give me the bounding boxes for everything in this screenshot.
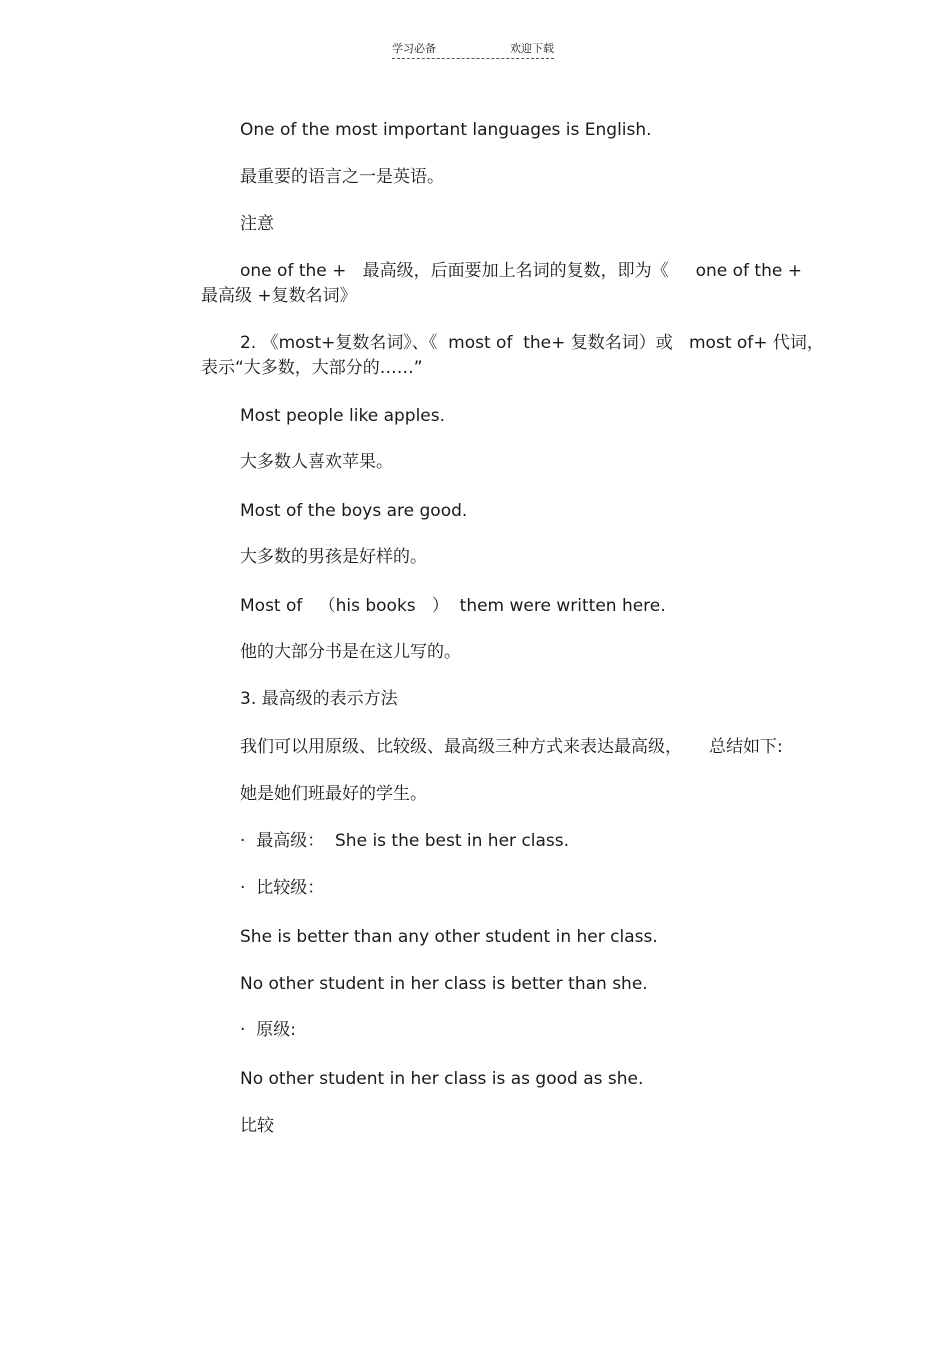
body-line: 大多数人喜欢苹果。 bbox=[240, 452, 393, 472]
body-line: 3. 最高级的表示方法 bbox=[240, 689, 398, 709]
body-line: 比较 bbox=[240, 1116, 274, 1136]
body-line: Most of the boys are good. bbox=[240, 501, 468, 521]
body-line: one of the + 最高级，后面要加上名词的复数，即为《 one of the + bbox=[240, 261, 802, 281]
body-line: 他的大部分书是在这儿写的。 bbox=[240, 642, 461, 662]
body-line: 大多数的男孩是好样的。 bbox=[240, 547, 427, 567]
page-header bbox=[392, 40, 554, 59]
body-line: No other student in her class is as good as she. bbox=[240, 1069, 644, 1089]
header-right-text: 欢迎下载 bbox=[510, 42, 554, 55]
body-line: 她是她们班最好的学生。 bbox=[240, 784, 427, 804]
body-line: 注意 bbox=[240, 214, 274, 234]
body-line: 最重要的语言之一是英语。 bbox=[240, 167, 444, 187]
body-line: · 比较级： bbox=[240, 878, 325, 898]
body-line: No other student in her class is better than she. bbox=[240, 974, 648, 994]
body-line: 表示“大多数，大部分的……” bbox=[201, 358, 423, 378]
body-line: Most of （his books ） them were written here. bbox=[240, 596, 666, 616]
body-line: 我们可以用原级、比较级、最高级三种方式来表达最高级， 总结如下: bbox=[240, 737, 783, 757]
body-line: 最高级 +复数名词》 bbox=[201, 286, 357, 306]
body-line: 2. 《most+复数名词》、《 most of the+ 复数名词）或 most of+ 代词， bbox=[240, 333, 824, 353]
body-line: · 最高级： She is the best in her class. bbox=[240, 831, 570, 851]
body-line: · 原级: bbox=[240, 1020, 296, 1040]
header-left-text: 学习必备 bbox=[392, 42, 436, 55]
body-line: One of the most important languages is English. bbox=[240, 120, 652, 140]
body-line: She is better than any other student in her class. bbox=[240, 927, 658, 947]
body-line: Most people like apples. bbox=[240, 406, 446, 426]
